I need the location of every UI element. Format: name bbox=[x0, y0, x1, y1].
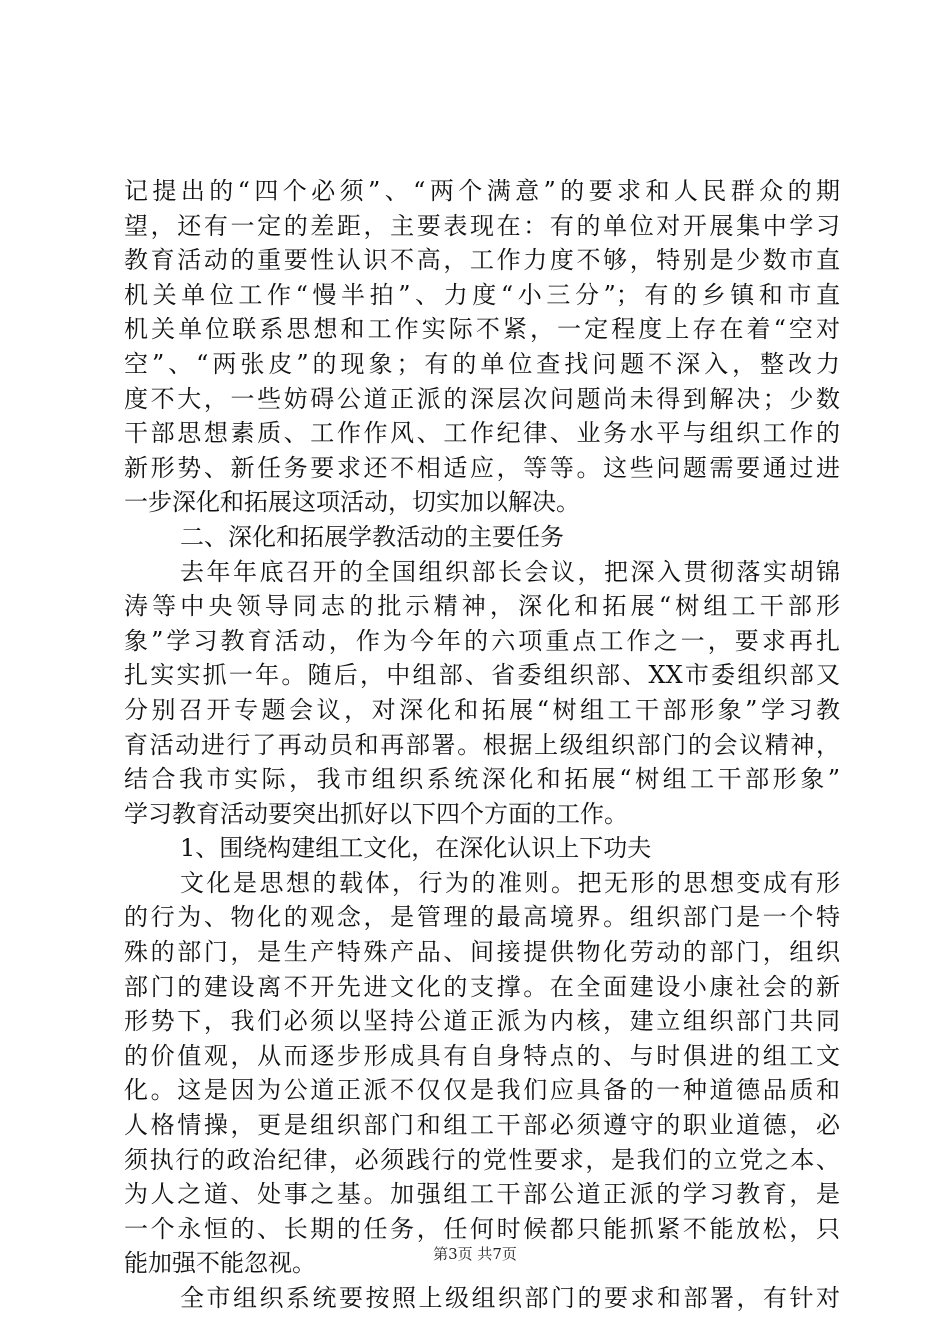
text-line: 的价值观，从而逐步形成具有自身特点的、与时俱进的组工文 bbox=[124, 1041, 840, 1070]
text-line: 机关单位联系思想和工作实际不紧，一定程度上存在着“空对 bbox=[124, 315, 840, 344]
text-line: 涛等中央领导同志的批示精神，深化和拓展“树组工干部形 bbox=[124, 592, 840, 621]
text-line: 一个永恒的、长期的任务，任何时候都只能抓紧不能放松，只 bbox=[124, 1214, 840, 1243]
text-line: 育活动进行了再动员和再部署。根据上级组织部门的会议精神， bbox=[124, 730, 840, 759]
text-line: 文化是思想的载体，行为的准则。把无形的思想变成有形 bbox=[180, 868, 840, 897]
text-line: 一步深化和拓展这项活动，切实加以解决。 bbox=[124, 488, 580, 517]
text-line: 部门的建设离不开先进文化的支撑。在全面建设小康社会的新 bbox=[124, 972, 840, 1001]
text-line: 结合我市实际，我市组织系统深化和拓展“树组工干部形象” bbox=[124, 765, 840, 794]
text-line: 分别召开专题会议，对深化和拓展“树组工干部形象”学习教 bbox=[124, 695, 840, 724]
document-body bbox=[124, 174, 840, 1316]
text-line: 记提出的“四个必须”、“两个满意”的要求和人民群众的期 bbox=[124, 177, 840, 205]
text-line: 机关单位工作“慢半拍”、力度“小三分”；有的乡镇和市直 bbox=[124, 280, 840, 309]
text-line: 须执行的政治纪律，必须践行的党性要求，是我们的立党之本、 bbox=[124, 1145, 840, 1174]
page-footer: 第3页 共7页 bbox=[433, 1245, 517, 1263]
text-line: 去年年底召开的全国组织部长会议，把深入贯彻落实胡锦 bbox=[180, 557, 840, 586]
text-line: 象”学习教育活动，作为今年的六项重点工作之一，要求再扎 bbox=[124, 626, 840, 655]
paragraph-1 bbox=[124, 174, 840, 520]
text-line: 望，还有一定的差距，主要表现在：有的单位对开展集中学习 bbox=[124, 211, 840, 240]
paragraph-4 bbox=[124, 1281, 840, 1316]
paragraph-3 bbox=[124, 866, 840, 1281]
text-line: 教育活动的重要性认识不高，工作力度不够，特别是少数市直 bbox=[124, 246, 840, 275]
text-line: 新形势、新任务要求还不相适应，等等。这些问题需要通过进 bbox=[124, 453, 840, 482]
paragraph-2 bbox=[124, 555, 840, 832]
text-line: 扎实实抓一年。随后，中组部、省委组织部、XX市委组织部又 bbox=[124, 661, 840, 690]
text-line: 干部思想素质、工作作风、工作纪律、业务水平与组织工作的 bbox=[124, 419, 840, 448]
text-line: 人格情操，更是组织部门和组工干部必须遵守的职业道德，必 bbox=[124, 1111, 840, 1140]
text-line: 化。这是因为公道正派不仅仅是我们应具备的一种道德品质和 bbox=[124, 1076, 840, 1105]
text-line: 度不大，一些妨碍公道正派的深层次问题尚未得到解决；少数 bbox=[124, 384, 840, 413]
text-line: 为人之道、处事之基。加强组工干部公道正派的学习教育，是 bbox=[124, 1180, 840, 1209]
text-line: 的行为、物化的观念，是管理的最高境界。组织部门是一个特 bbox=[124, 903, 840, 932]
section-heading: 二、深化和拓展学教活动的主要任务 bbox=[180, 522, 564, 551]
text-line: 形势下，我们必须以坚持公道正派为内核，建立组织部门共同 bbox=[124, 1007, 840, 1036]
text-line: 全市组织系统要按照上级组织部门的要求和部署，有针对 bbox=[180, 1284, 840, 1312]
text-line: 空”、“两张皮”的现象；有的单位查找问题不深入，整改力 bbox=[124, 349, 840, 378]
text-line: 学习教育活动要突出抓好以下四个方面的工作。 bbox=[124, 799, 628, 828]
text-line: 殊的部门，是生产特殊产品、间接提供物化劳动的部门，组织 bbox=[124, 938, 840, 967]
text-line: 能加强不能忽视。 bbox=[124, 1249, 316, 1278]
subsection-heading: 1、围绕构建组工文化，在深化认识上下功夫 bbox=[180, 834, 652, 863]
